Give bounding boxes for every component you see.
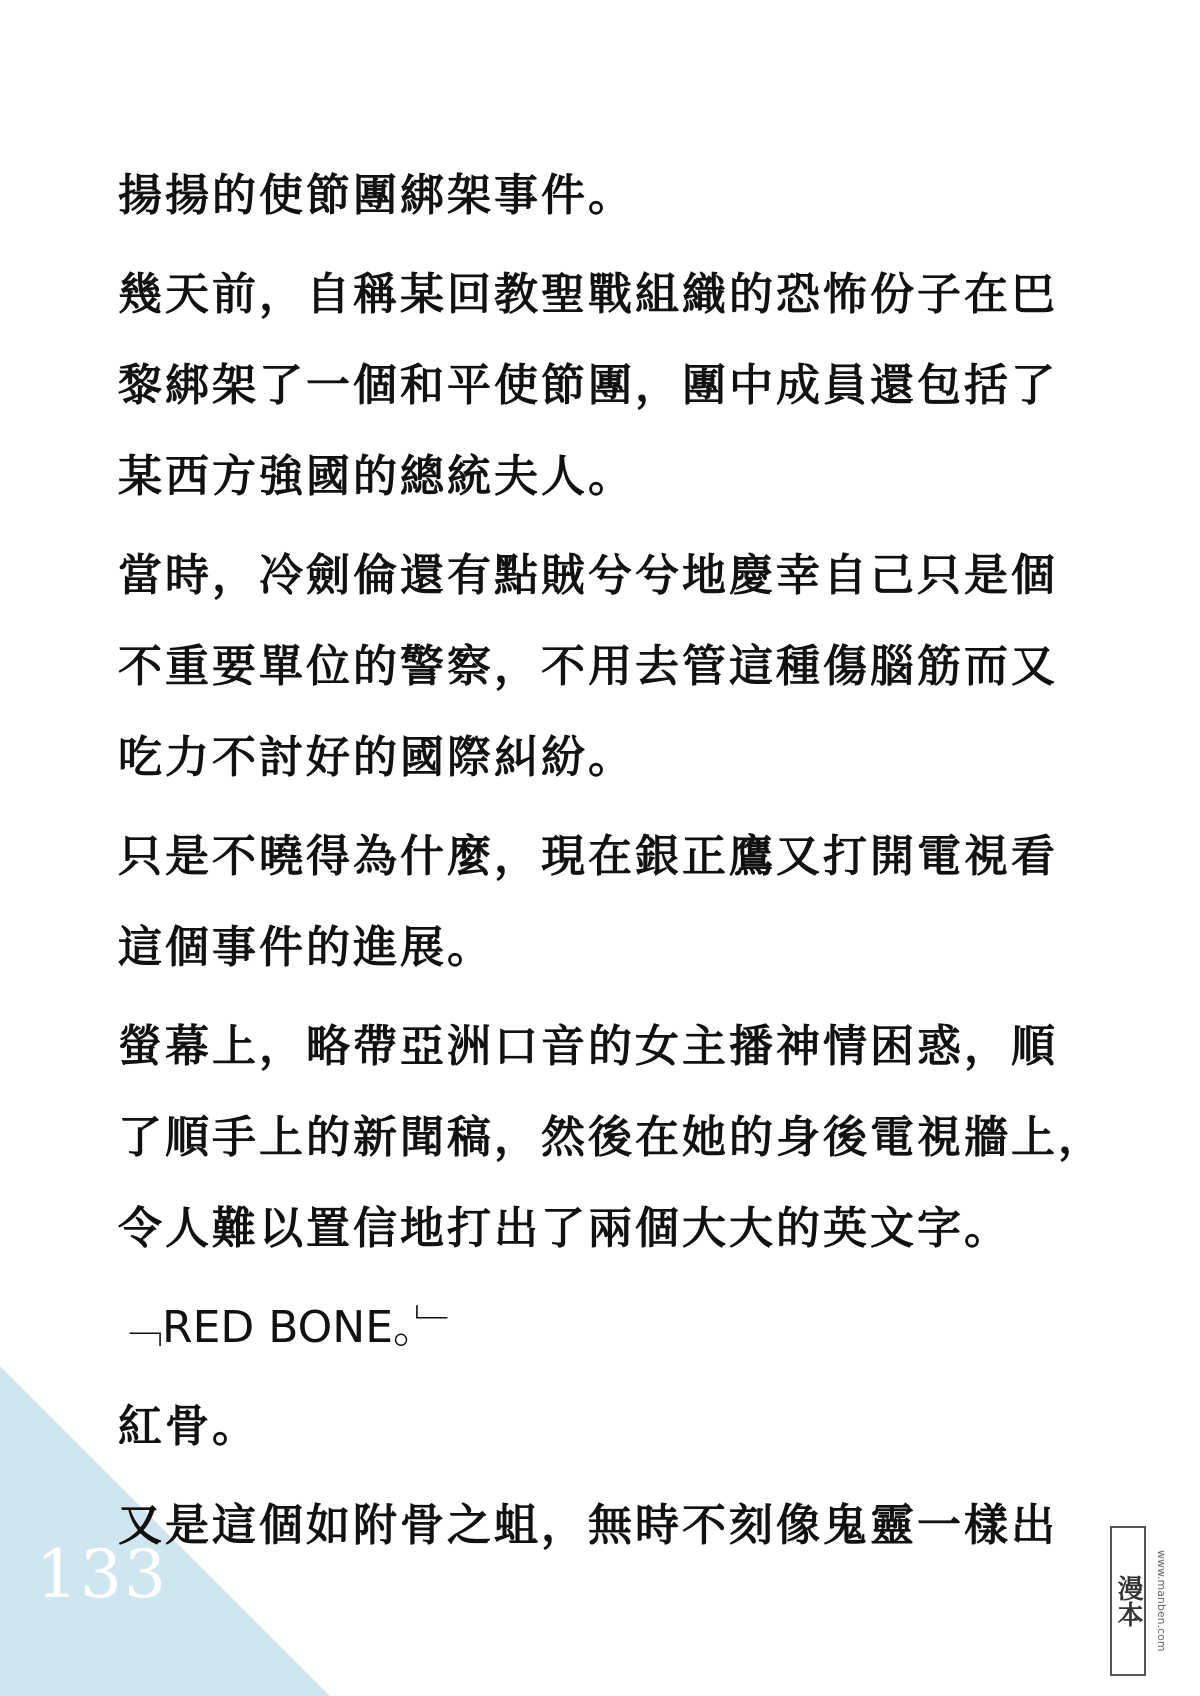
text-line: 了順手上的新聞稿，然後在她的身後電視牆上， [118,1112,1105,1163]
text-line: 某西方強國的總統夫人。 [118,451,635,502]
watermark-url: www.manben.com [1155,1550,1168,1652]
paragraph-5 [118,1001,1105,1274]
text-line: 不重要單位的警察，不用去管這種傷腦筋而又 [118,641,1058,692]
paragraph-3 [118,530,1098,803]
text-line: 揚揚的使節團綁架事件。 [118,170,635,221]
paragraph-4 [118,811,1098,993]
watermark [1110,1526,1168,1676]
paragraph-8 [118,1480,1098,1571]
text-line: 只是不曉得為什麼，現在銀正鷹又打開電視看 [118,831,1058,882]
text-line: 紅骨。 [118,1401,259,1452]
watermark-logo: 漫本 [1110,1526,1146,1676]
paragraph-6 [118,1282,1098,1373]
paragraph-7 [118,1381,1098,1472]
text-line: 螢幕上，略帶亞洲口音的女主播神情困惑，順 [118,1021,1058,1072]
page-number: 133 [36,1536,168,1613]
text-line: ﹁RED BONE。﹂ [118,1302,459,1353]
paragraph-1 [118,150,1098,241]
text-line: 令人難以置信地打出了兩個大大的英文字。 [118,1203,1011,1254]
text-line: 吃力不討好的國際糾紛。 [118,732,635,783]
text-line: 當時，冷劍倫還有點賊兮兮地慶幸自己只是個 [118,550,1058,601]
body-text [118,150,1105,1579]
paragraph-2 [118,249,1098,522]
text-line: 幾天前，自稱某回教聖戰組織的恐怖份子在巴 [118,269,1058,320]
text-line: 黎綁架了一個和平使節團，團中成員還包括了 [118,360,1058,411]
text-line: 這個事件的進展。 [118,922,494,973]
text-line: 又是這個如附骨之蛆，無時不刻像鬼靈一樣出 [118,1500,1058,1551]
